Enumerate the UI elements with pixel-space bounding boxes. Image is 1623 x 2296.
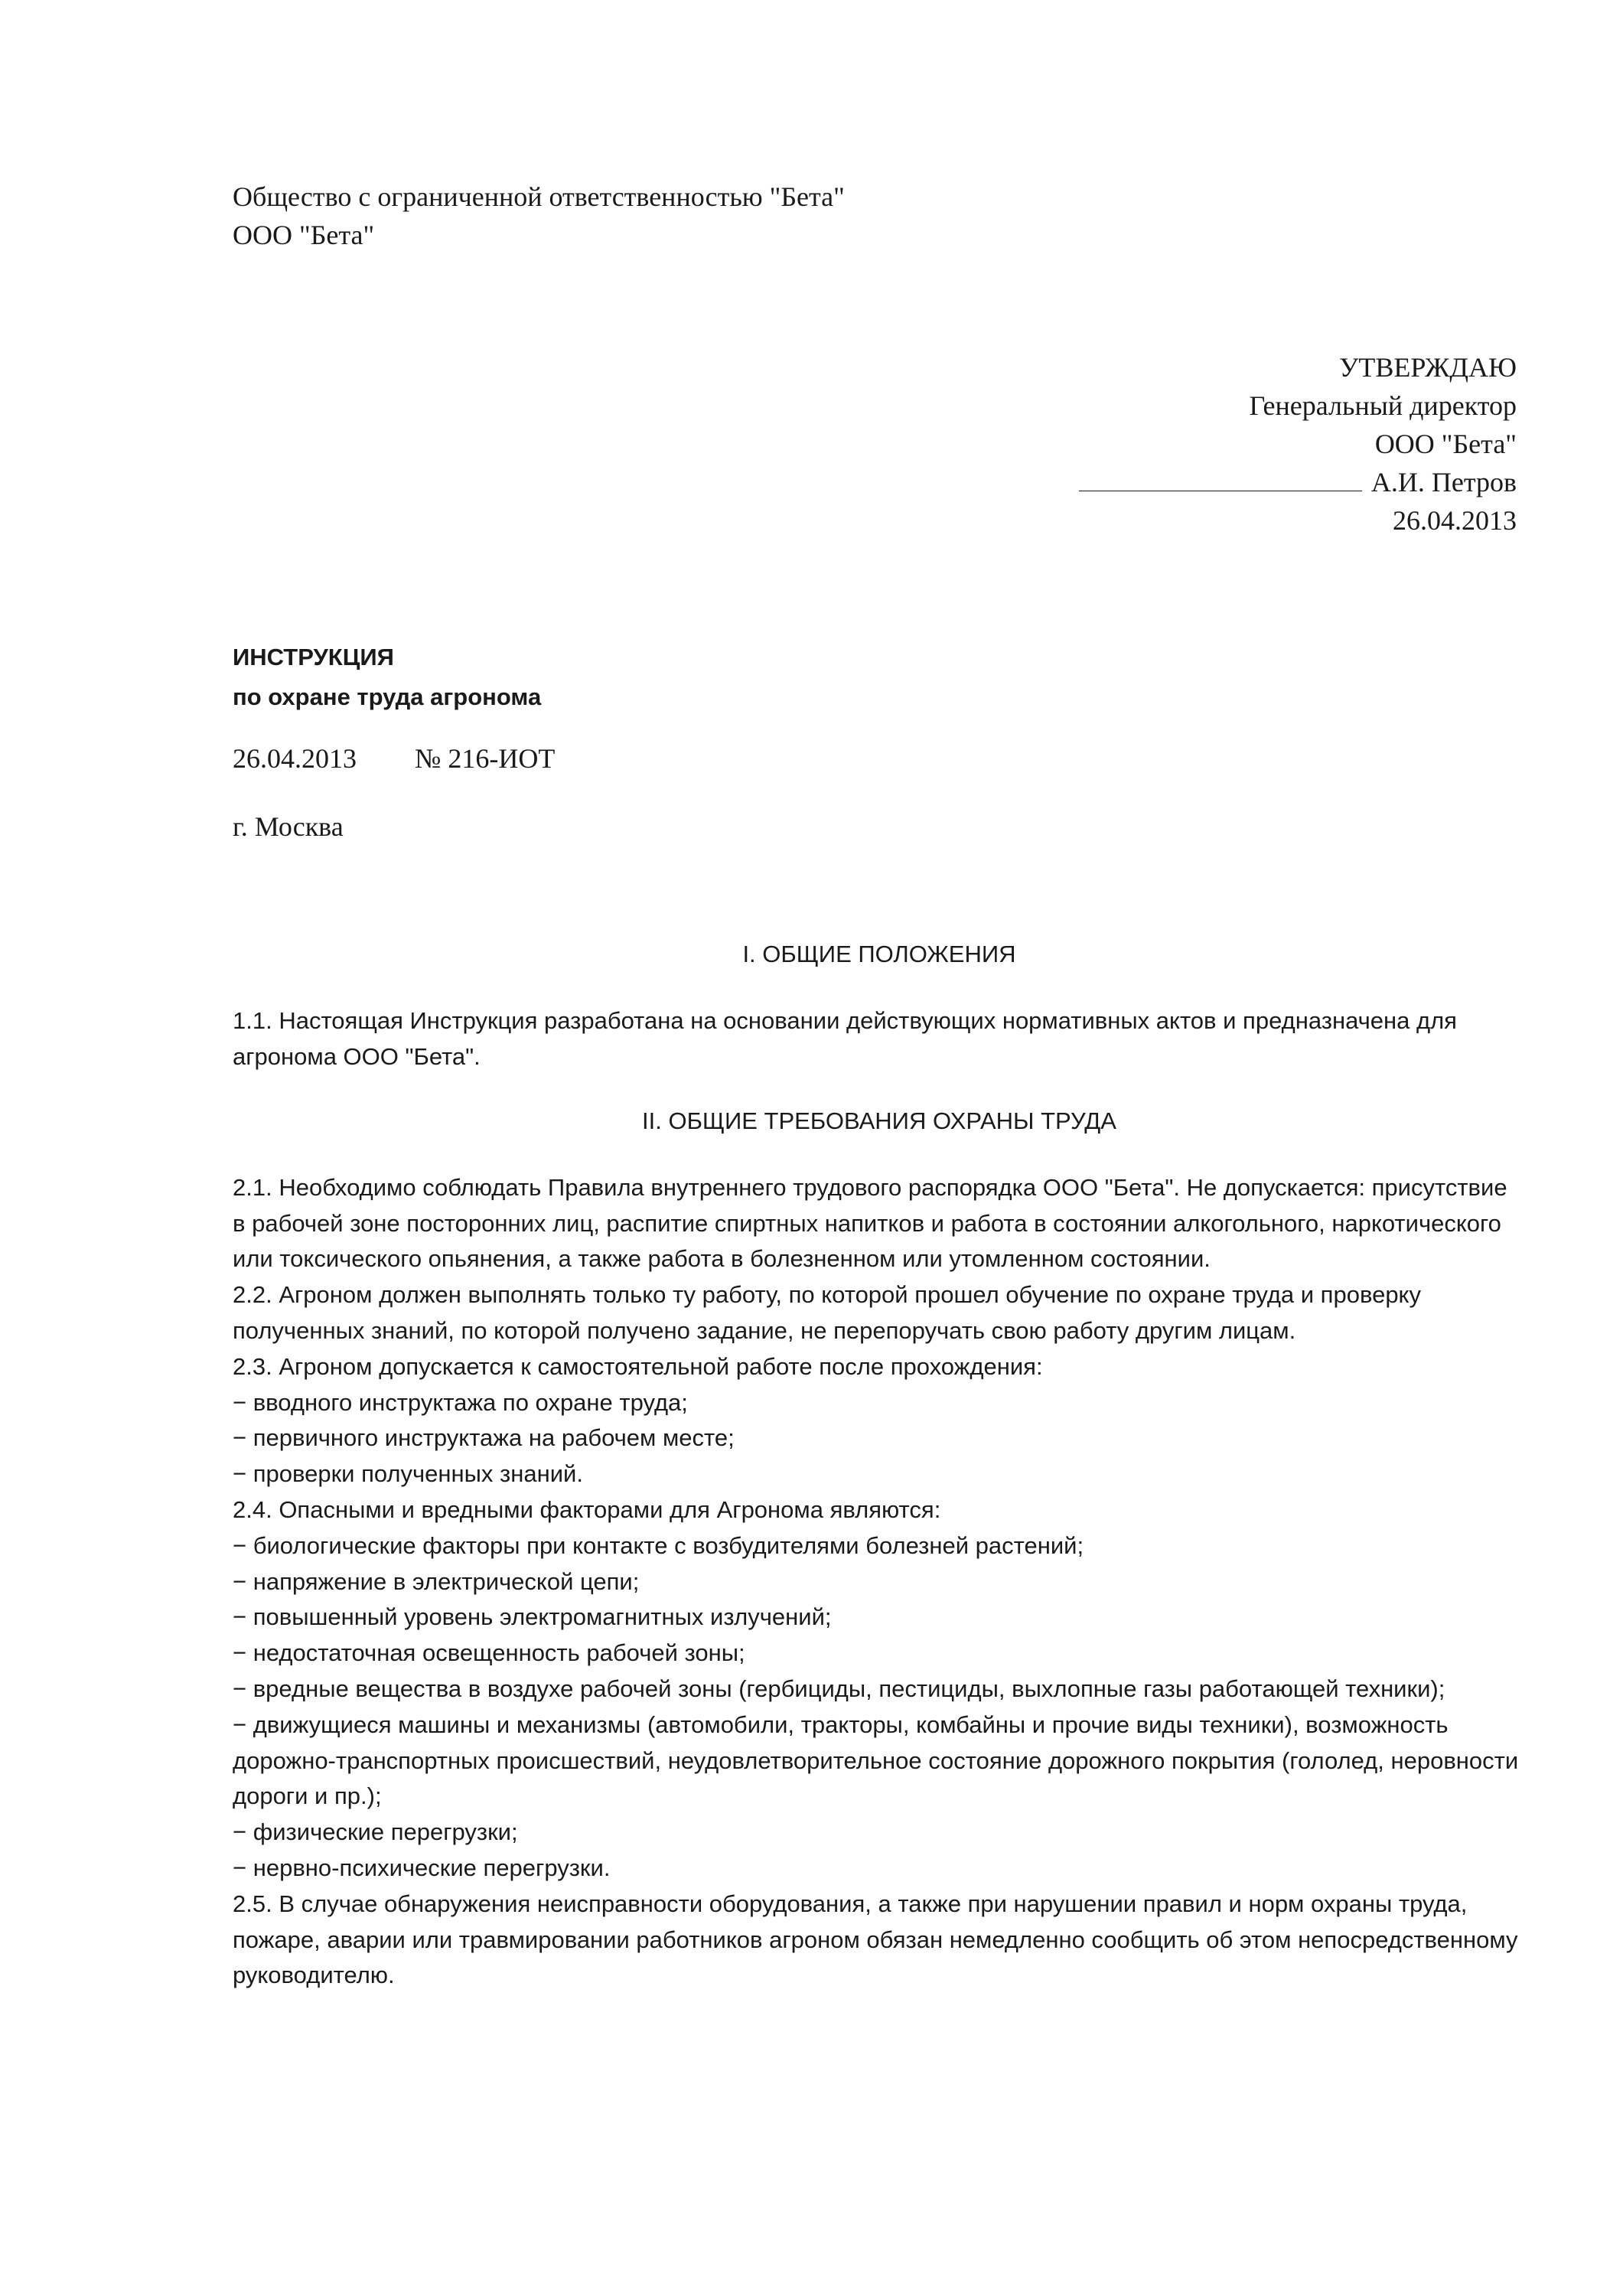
paragraph-2-4: 2.4. Опасными и вредными факторами для Агронома являются: xyxy=(233,1495,941,1523)
approval-title: УТВЕРЖДАЮ xyxy=(1338,352,1517,383)
list-item: − биологические факторы при контакте с возбудителями болезней растений; xyxy=(233,1531,1084,1559)
signature-row xyxy=(1079,463,1517,501)
signature-line xyxy=(1079,463,1362,491)
section-heading: II. ОБЩИЕ ТРЕБОВАНИЯ ОХРАНЫ ТРУДА xyxy=(642,1107,1116,1134)
document-title xyxy=(233,638,541,717)
section-general-requirements xyxy=(233,1104,1526,1994)
document-number: № 216-ИОТ xyxy=(415,743,556,774)
paragraph-2-3: 2.3. Агроном допускается к самостоятельной работе после прохождения: xyxy=(233,1352,1043,1380)
paragraph-1-1: 1.1. Настоящая Инструкция разработана на основании действующих нормативных актов и предназначена для агронома ООО "Бета". xyxy=(233,1006,1457,1070)
document-type: ИНСТРУКЦИЯ xyxy=(233,644,394,670)
section-general-provisions xyxy=(233,937,1526,1075)
list-item: − первичного инструктажа на рабочем месте; xyxy=(233,1424,735,1452)
approval-signatory: А.И. Петров xyxy=(1370,467,1517,497)
list-item: − повышенный уровень электромагнитных излучений; xyxy=(233,1603,832,1631)
approval-position: Генеральный директор xyxy=(1249,390,1517,421)
list-item: − нервно-психические перегрузки. xyxy=(233,1854,611,1881)
list-item: − недостаточная освещенность рабочей зоны; xyxy=(233,1639,745,1667)
approval-block xyxy=(1079,348,1517,540)
paragraph-2-5: 2.5. В случае обнаружения неисправности оборудования, а также при нарушении правил и норм охраны труда, пожаре, аварии или травмировании работников агроном обязан немедленно сообщить об этом непосредственному руководителю. xyxy=(233,1890,1518,1989)
list-item: − движущиеся машины и механизмы (автомобили, тракторы, комбайны и прочие виды техники), возможность дорожно-транспортных происшествий, неудовлетворительное состояние дорожного покрытия (гололед, неровности дороги и пр.); xyxy=(233,1711,1519,1810)
list-item: − вредные вещества в воздухе рабочей зоны (гербициды, пестициды, выхлопные газы работающей техники); xyxy=(233,1675,1445,1702)
organization-short-name: ООО "Бета" xyxy=(233,220,375,250)
approval-date: 26.04.2013 xyxy=(1393,505,1517,536)
organization-header xyxy=(233,178,845,254)
section-heading: I. ОБЩИЕ ПОЛОЖЕНИЯ xyxy=(742,941,1016,967)
paragraph-2-2: 2.2. Агроном должен выполнять только ту работу, по которой прошел обучение по охране труда и проверку полученных знаний, по которой получено задание, не перепоручать свою работу другим лицам. xyxy=(233,1281,1421,1344)
document-city: г. Москва xyxy=(233,811,344,842)
approval-organization: ООО "Бета" xyxy=(1374,429,1517,459)
document-meta xyxy=(233,739,555,778)
list-item: − физические перегрузки; xyxy=(233,1818,518,1846)
paragraph-2-1: 2.1. Необходимо соблюдать Правила внутреннего трудового распорядка ООО "Бета". Не допускается: присутствие в рабочей зоне посторонних лиц, распитие спиртных напитков и работа в состоянии алкогольного, наркотического или токсического опьянения, а также работа в болезненном или утомленном состоянии. xyxy=(233,1173,1507,1273)
document-date: 26.04.2013 xyxy=(233,743,357,774)
document-subject: по охране труда агронома xyxy=(233,683,542,710)
list-item: − напряжение в электрической цепи; xyxy=(233,1567,640,1595)
list-item: − проверки полученных знаний. xyxy=(233,1460,583,1488)
organization-full-name: Общество с ограниченной ответственностью "Бета" xyxy=(233,181,845,212)
list-item: − вводного инструктажа по охране труда; xyxy=(233,1388,688,1416)
